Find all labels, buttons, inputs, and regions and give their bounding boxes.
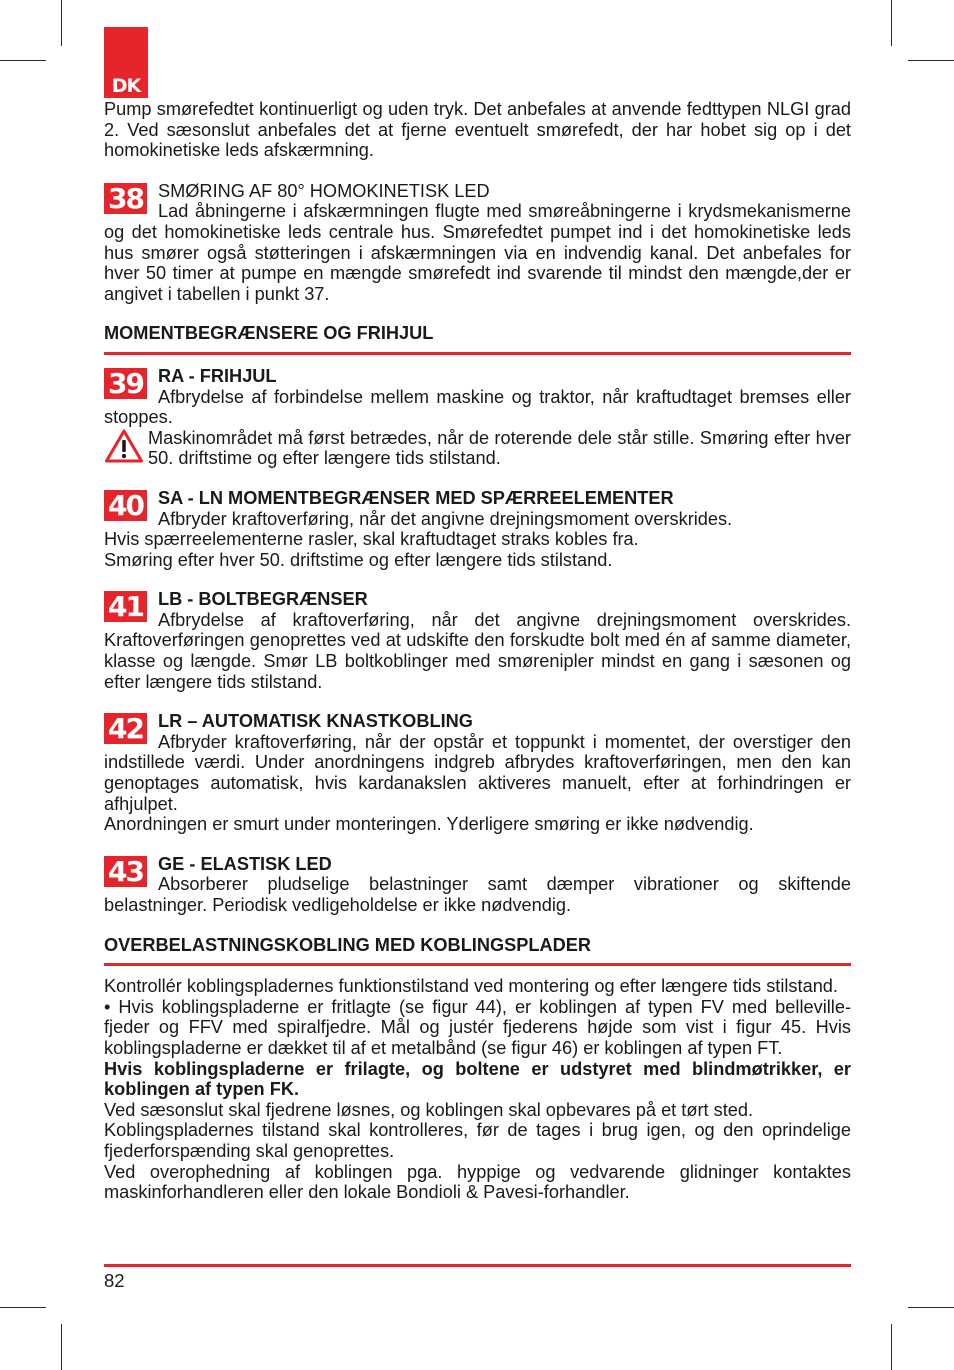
section-42 (104, 711, 851, 835)
section-number-badge: 39 (104, 368, 147, 399)
section-39 (104, 366, 851, 469)
page-content (104, 99, 851, 1203)
section-title: LB - BOLTBEGRÆNSER (158, 589, 368, 610)
section-title: SA - LN MOMENTBEGRÆNSER MED SPÆRREELEMENTER (158, 487, 674, 508)
crop-mark (891, 1324, 892, 1370)
crop-mark (0, 1307, 46, 1308)
page-number: 82 (104, 1270, 125, 1291)
bold-paragraph: Hvis koblingspladerne er frilagte, og boltene er udstyret med blindmøtrikker, er koblingen af typen FK. (104, 1058, 851, 1100)
section-body: Afbrydelse af forbindelse mellem maskine og traktor, når kraftudtaget bremses eller stoppes. (104, 386, 851, 428)
section-body-2: Anordningen er smurt under monteringen. Yderligere smøring er ikke nødvendig. (104, 814, 754, 835)
section-body: Absorberer pludselige belastninger samt dæmper vibrationer og skiftende belastninger. Periodisk vedligeholdelse er ikke nødvendig. (104, 874, 851, 915)
footer-rule (104, 1264, 851, 1267)
paragraph: • Hvis koblingspladerne er fritlagte (se figur 44), er koblingen af typen FV med belleville-fjeder og FFV med spiralfjedre. Mål og justér fjederens højde som vist i figur 45. Hvis koblingspladerne er dækket til af et metalbånd (se figur 46) er koblingen af typen FT. (104, 996, 851, 1058)
section-line: Smøring efter hver 50. driftstime og efter længere tids stilstand. (104, 549, 613, 570)
paragraph: Ved sæsonslut skal fjedrene løsnes, og koblingen skal opbevares på et tørt sted. (104, 1099, 754, 1120)
section-line: Afbryder kraftoverføring, når det angivne drejningsmoment overskrides. (158, 508, 733, 529)
section-title: SMØRING AF 80° HOMOKINETISK LED (158, 180, 490, 201)
language-code: DK (111, 75, 141, 97)
section-40 (104, 488, 851, 570)
crop-mark (0, 60, 46, 61)
section-title: RA - FRIHJUL (158, 365, 277, 386)
coupling-plates-text (104, 976, 851, 1203)
language-tab (104, 27, 148, 98)
section-body: Lad åbningerne i afskærmningen flugte med smøreåbningerne i krydsmekanismerne og det homokinetiske leds centrale hus. Smørefedtet pumpet ind i det homokinetiske leds hus smører også støtteringen i afskærmningen via en indvendig kanal. Det anbefales for hver 50 timer at pumpe en mængde smørefedt ind svarende til mindst den mængde,der er angivet i tabellen i punkt 37. (104, 201, 851, 304)
crop-mark (61, 0, 62, 46)
paragraph: Koblingspladernes tilstand skal kontrolleres, før de tages i brug igen, og den oprindelige fjederforspænding skal genoprettes. (104, 1120, 851, 1161)
crop-mark (61, 1324, 62, 1370)
section-number-badge: 41 (104, 591, 147, 622)
section-title: GE - ELASTISK LED (158, 853, 332, 874)
paragraph: Kontrollér koblingspladernes funktionstilstand ved montering og efter længere tids stilstand. (104, 976, 838, 997)
warning-notice (104, 428, 851, 469)
section-heading: OVERBELASTNINGSKOBLING MED KOBLINGSPLADER (104, 935, 851, 967)
section-number-badge: 40 (104, 490, 147, 521)
section-line: Hvis spærreelementerne rasler, skal kraftudtaget straks kobles fra. (104, 529, 639, 550)
intro-paragraph: Pump smørefedtet kontinuerligt og uden tryk. Det anbefales at anvende fedttypen NLGI grad 2. Ved sæsonslut anbefales det at fjerne eventuelt smørefedt, der har hobet sig op i det homokinetiske leds afskærmning. (104, 99, 851, 161)
section-number-badge: 42 (104, 713, 147, 744)
section-heading: MOMENTBEGRÆNSERE OG FRIHJUL (104, 323, 851, 355)
section-41 (104, 589, 851, 692)
section-number-badge: 43 (104, 856, 147, 887)
section-body: Afbryder kraftoverføring, når der opstår et toppunkt i momentet, der overstiger den indstillede værdi. Under anordningens indgreb afbrydes kraftoverføringen, men den kan genoptages automatisk, hvis kardanakslen aktiveres manuelt, efter at forhindringen er afhjulpet. (104, 731, 851, 814)
warning-text: Maskinområdet må først betrædes, når de roterende dele står stille. Smøring efter hver 50. driftstime og efter længere tids stilstand. (148, 427, 851, 469)
crop-mark (908, 1307, 954, 1308)
crop-mark (891, 0, 892, 46)
warning-triangle-icon (104, 428, 144, 464)
section-43 (104, 854, 851, 916)
section-number-badge: 38 (104, 183, 147, 214)
crop-mark (908, 60, 954, 61)
section-body: Afbrydelse af kraftoverføring, når det angivne drejningsmoment overskrides. Kraftoverføringen genoprettes ved at udskifte den forskudte bolt med én af samme diameter, klasse og længde. Smør LB boltkoblinger med smørenipler mindst en gang i sæsonen og efter længere tids stilstand. (104, 609, 851, 692)
section-title: LR – AUTOMATISK KNASTKOBLING (158, 711, 473, 732)
section-38 (104, 181, 851, 305)
paragraph: Ved overophedning af koblingen pga. hyppige og vedvarende glidninger kontaktes maskinforhandleren eller den lokale Bondioli & Pavesi-forhandler. (104, 1161, 851, 1203)
